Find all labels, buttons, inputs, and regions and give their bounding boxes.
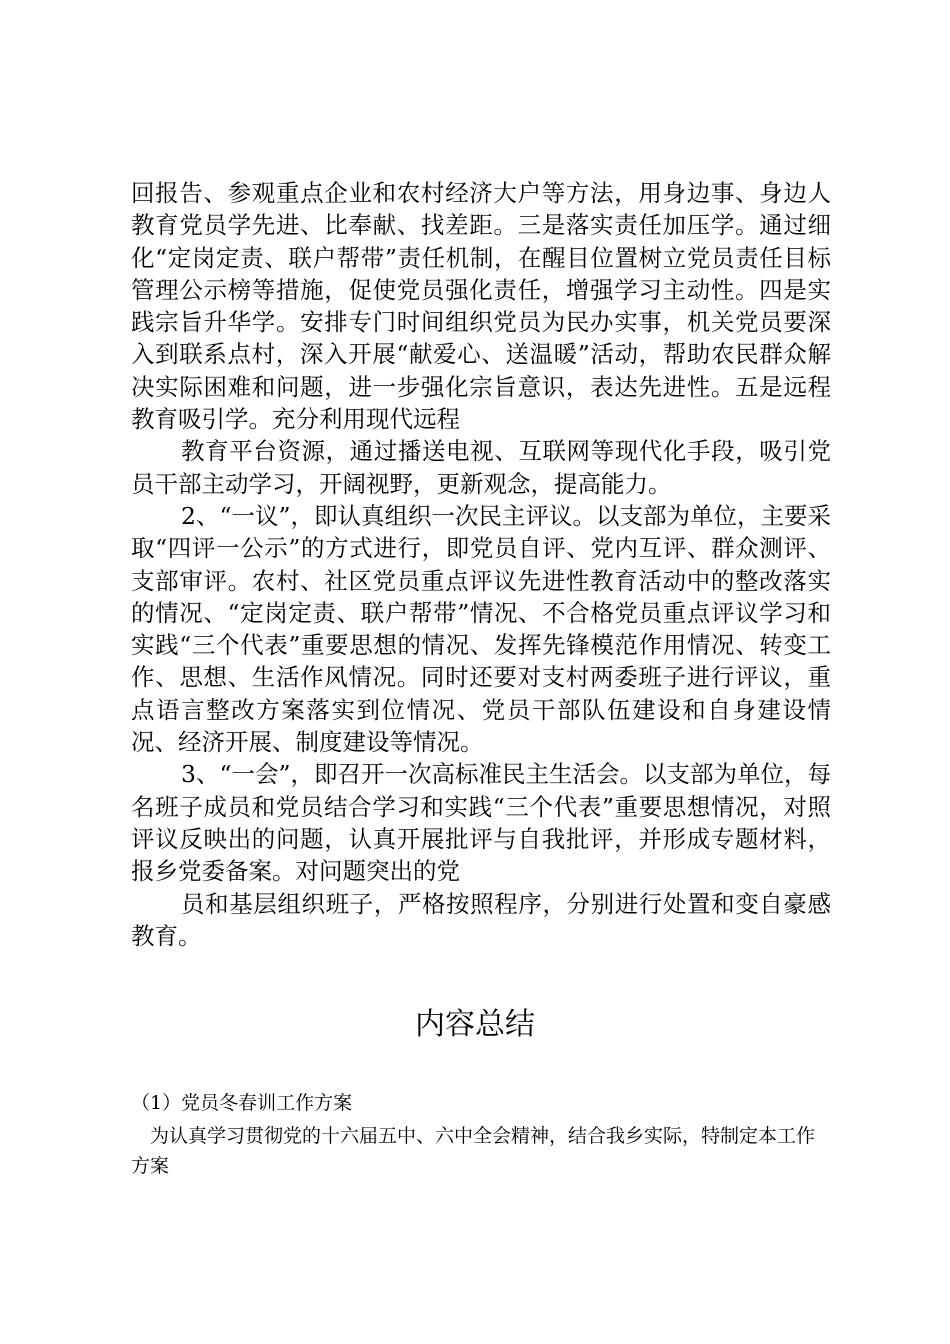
paragraph-handling: 员和基层组织班子，严格按照程序，分别进行处置和变自豪感教育。	[131, 889, 831, 950]
document-body	[131, 177, 831, 952]
paragraph-democratic-review: 2、“一议”，即认真组织一次民主评议。以支部为单位，主要采取“四评一公示”的方式进行，即党员自评、党内互评、群众测评、支部审评。农村、社区党员重点评议先进性教育活动中的整改落实的情况、“定岗定责、联户帮带”情况、不合格党员重点评议学习和实践“三个代表”重要思想的情况、发挥先锋模范作用情况、转变工作、思想、生活作风情况。同时还要对支村两委班子进行评议，重点语言整改方案落实到位情况、党员干部队伍建设和自身建设情况、经济开展、制度建设等情况。	[131, 501, 831, 757]
paragraph-life-meeting: 3、“一会”，即召开一次高标准民主生活会。以支部为单位，每名班子成员和党员结合学习和实践“三个代表”重要思想情况，对照评议反映出的问题，认真开展批评与自我批评，并形成专题材料，报乡党委备案。对问题突出的党	[131, 760, 831, 886]
summary-paragraph: 为认真学习贯彻党的十六届五中、六中全会精神，结合我乡实际，特制定本工作方案	[131, 1125, 816, 1177]
paragraph-education-platform: 教育平台资源，通过播送电视、互联网等现代化手段，吸引党员干部主动学习，开阔视野，更新观念，提高能力。	[131, 437, 831, 498]
paragraph-continued: 回报告、参观重点企业和农村经济大户等方法，用身边事、身边人教育党员学先进、比奉献、找差距。三是落实责任加压学。通过细化“定岗定责、联户帮带”责任机制，在醒目位置树立党员责任目标管理公示榜等措施，促使党员强化责任，增强学习主动性。四是实践宗旨升华学。安排专门时间组织党员为民办实事，机关党员要深入到联系点村，深入开展“献爱心、送温暖”活动，帮助农民群众解决实际困难和问题，进一步强化宗旨意识，表达先进性。五是远程教育吸引学。充分利用现代远程	[131, 179, 831, 434]
summary-title: 内容总结	[415, 1007, 535, 1042]
summary-section	[131, 1088, 831, 1181]
summary-heading: （1）党员冬春训工作方案	[131, 1092, 353, 1114]
